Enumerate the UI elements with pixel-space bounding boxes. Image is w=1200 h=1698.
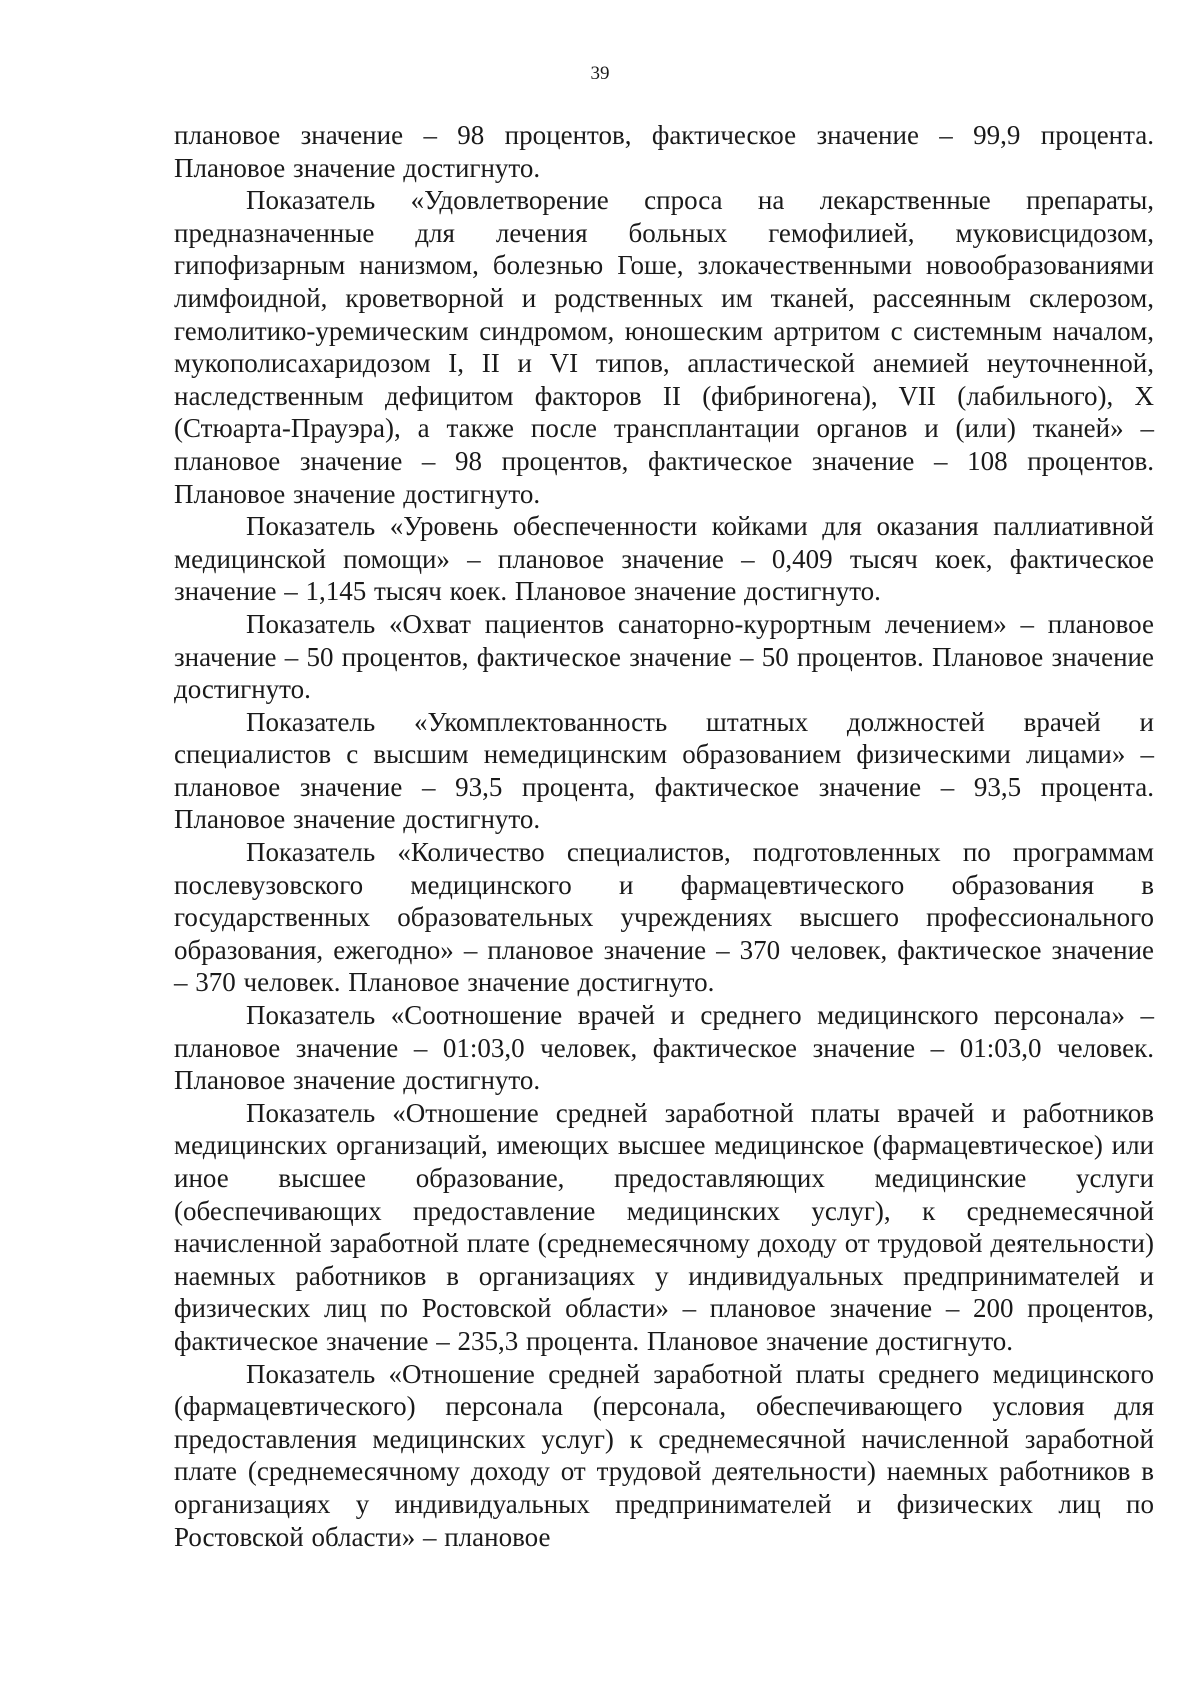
paragraph-continuation: плановое значение – 98 процентов, фактическое значение – 99,9 процента. Плановое значение достигнуто. [174,120,1154,183]
paragraph-doctor-salary-ratio: Показатель «Отношение средней заработной платы врачей и работников медицинских организаций, имеющих высшее медицинское (фармацевтическое) или иное высшее образование, предоставляющих медицинские услуги (обеспечивающих предоставление медицинских услуг), к среднемесячной начисленной заработной плате (среднемесячному доходу от трудовой деятельности) наемных работников в организациях у индивидуальных предпринимателей и физических лиц по Ростовской области» – плановое значение – 200 процентов, фактическое значение – 235,3 процента. Плановое значение достигнуто. [174,1097,1154,1356]
paragraph-staffing-level: Показатель «Укомплектованность штатных должностей врачей и специалистов с высшим немедицинским образованием физическими лицами» – плановое значение – 93,5 процента, фактическое значение – 93,5 процента. Плановое значение достигнуто. [174,706,1154,835]
paragraph-nurse-salary-ratio: Показатель «Отношение средней заработной платы среднего медицинского (фармацевтического) персонала (персонала, обеспечивающего условия для предоставления медицинских услуг) к среднемесячной начисленной заработной плате (среднемесячному доходу от трудовой деятельности) наемных работников в организациях у индивидуальных предпринимателей и физических лиц по Ростовской области» – плановое [174,1358,1154,1552]
paragraph-specialists-trained: Показатель «Количество специалистов, подготовленных по программам послевузовского медицинского и фармацевтического образования в государственных образовательных учреждениях высшего профессионального образования, ежегодно» – плановое значение – 370 человек, фактическое значение – 370 человек. Плановое значение достигнуто. [174,837,1154,998]
paragraph-palliative-beds: Показатель «Уровень обеспеченности койками для оказания паллиативной медицинской помощи» – плановое значение – 0,409 тысяч коек, фактическое значение – 1,145 тысяч коек. Плановое значение достигнуто. [174,511,1154,607]
paragraph-medication-demand: Показатель «Удовлетворение спроса на лекарственные препараты, предназначенные для лечения больных гемофилией, муковисцидозом, гипофизарным нанизмом, болезнью Гоше, злокачественными новообразованиями лимфоидной, кроветворной и родственных им тканей, рассеянным склерозом, гемолитико-уремическим синдромом, юношеским артритом с системным началом, мукополисахаридозом I, II и VI типов, апластической анемией неуточненной, наследственным дефицитом факторов II (фибриногена), VII (лабильного), X (Стюарта-Прауэра), а также после трансплантации органов и (или) тканей» – плановое значение – 98 процентов, фактическое значение – 108 процентов. Плановое значение достигнуто. [174,185,1154,509]
document-body [174,119,1154,1553]
paragraph-sanatorium-coverage: Показатель «Охват пациентов санаторно-курортным лечением» – плановое значение – 50 процентов, фактическое значение – 50 процентов. Плановое значение достигнуто. [174,608,1154,705]
paragraph-doctor-nurse-ratio: Показатель «Соотношение врачей и среднего медицинского персонала» – плановое значение – 01:03,0 человек, фактическое значение – 01:03,0 человек. Плановое значение достигнуто. [174,1000,1154,1096]
page-number: 39 [590,63,610,84]
